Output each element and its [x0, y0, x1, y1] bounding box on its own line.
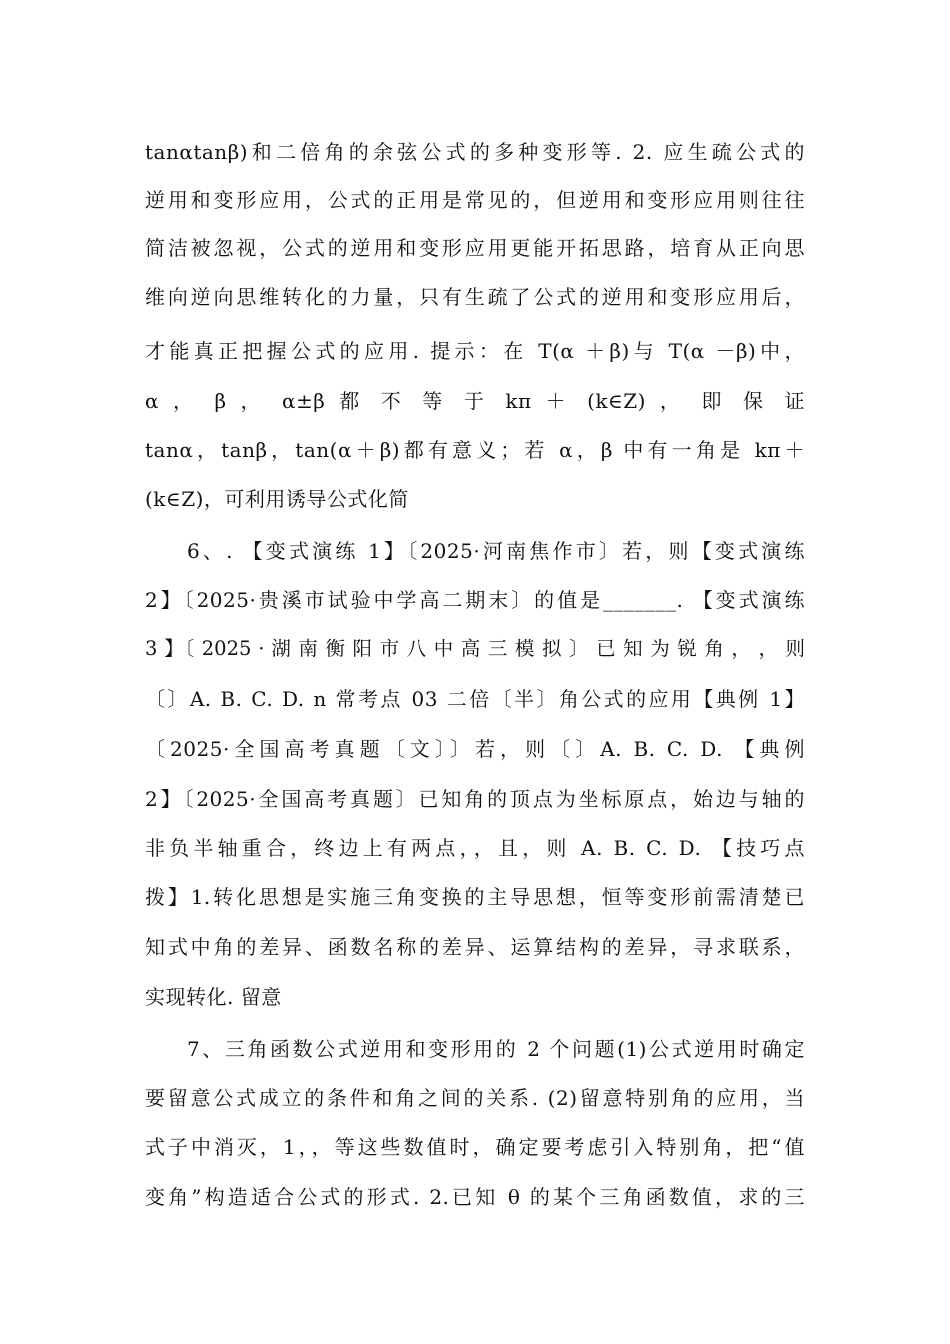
text-line: 简洁被忽视，公式的逆用和变形应用更能开拓思路，培育从正向思: [145, 236, 805, 260]
text-line: 逆用和变形应用，公式的正用是常见的，但逆用和变形应用则往往: [145, 188, 805, 212]
text-line: 变角”构造适合公式的形式. 2.已知 θ 的某个三角函数值，求的三: [145, 1185, 805, 1209]
text-line: (k∈Z)，可利用诱导公式化简: [145, 487, 409, 511]
text-line: 式子中消灭，1，，等这些数值时，确定要考虑引入特别角，把“值: [145, 1135, 805, 1159]
text-line: 7、三角函数公式逆用和变形用的 2 个问题(1)公式逆用时确定: [187, 1037, 805, 1061]
text-line: tanα，tanβ，tan(α＋β)都有意义；若 α，β 中有一角是 kπ＋: [145, 438, 805, 462]
text-line: 维向逆向思维转化的力量，只有生疏了公式的逆用和变形应用后，: [145, 285, 805, 309]
text-line: 要留意公式成立的条件和角之间的关系. (2)留意特别角的应用，当: [145, 1086, 805, 1110]
text-line: 才能真正把握公式的应用. 提示：在 T(α ＋β)与 T(α －β)中，: [145, 339, 805, 363]
text-line: 2】〔2025·全国高考真题〕已知角的顶点为坐标原点，始边与轴的: [145, 787, 805, 811]
text-line: 6、. 【变式演练 1】〔2025·河南焦作市〕若，则【变式演练: [187, 539, 805, 563]
text-line: 2】〔2025·贵溪市试验中学高二期末〕的值是_______. 【变式演练: [145, 588, 805, 612]
text-line: α ， β ， α±β 都 不 等 于 kπ ＋ (k∈Z) ， 即 保 证: [145, 389, 805, 413]
text-line: 拨】1.转化思想是实施三角变换的主导思想，恒等变形前需清楚已: [145, 885, 805, 909]
text-line: 知式中角的差异、函数名称的差异、运算结构的差异，寻求联系，: [145, 935, 805, 959]
text-line: 〔〕A. B. C. D. n 常考点 03 二倍〔半〕角公式的应用【典例 1】: [145, 687, 805, 711]
text-line: 非负半轴重合，终边上有两点，，且，则 A. B. C. D. 【技巧点: [145, 836, 805, 860]
text-line: 实现转化. 留意: [145, 985, 282, 1009]
text-line: 3 】〔 2025 · 湖 南 衡 阳 市 八 中 高 三 模 拟 〕 已 知 为 锐 角 ， ， 则: [145, 637, 805, 660]
text-line: 〔2025·全国高考真题〔文〕〕若，则〔〕A. B. C. D. 【典例: [145, 737, 805, 761]
text-line: tanαtanβ)和二倍角的余弦公式的多种变形等. 2. 应生疏公式的: [145, 140, 805, 164]
